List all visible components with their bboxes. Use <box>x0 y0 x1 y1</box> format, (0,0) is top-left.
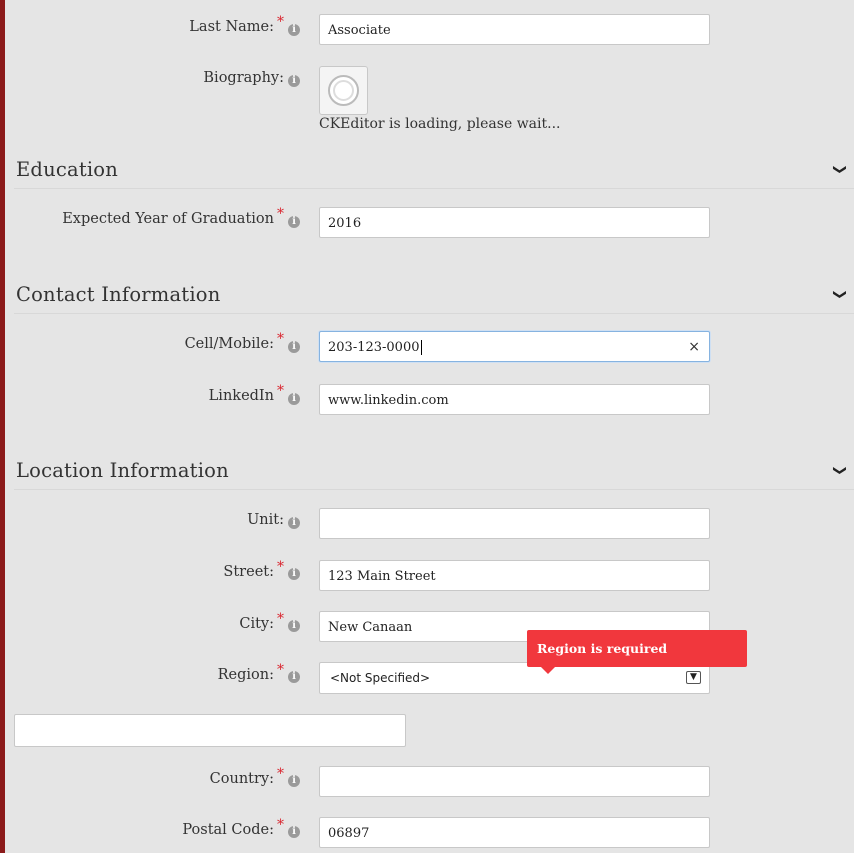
chevron-down-icon[interactable]: ❯ <box>831 164 847 175</box>
cell-input[interactable] <box>319 331 710 362</box>
country-input[interactable] <box>319 766 710 797</box>
info-icon[interactable]: i <box>288 775 300 787</box>
postal-code-label: Postal Code: * <box>182 817 284 838</box>
city-label: City: * <box>239 611 284 632</box>
cell-label: Cell/Mobile: * <box>184 331 284 352</box>
region-error-tooltip: Region is required <box>527 630 747 667</box>
info-icon[interactable]: i <box>288 620 300 632</box>
dropdown-arrow-icon[interactable]: ▼ <box>686 671 701 684</box>
info-icon[interactable]: i <box>288 341 300 353</box>
region-label: Region: * <box>217 662 284 683</box>
street-input[interactable]: 123 Main Street <box>319 560 710 591</box>
editor-loading-message: CKEditor is loading, please wait... <box>319 116 561 132</box>
section-divider <box>14 489 854 490</box>
section-divider <box>14 188 854 189</box>
chevron-down-icon[interactable]: ❯ <box>831 289 847 300</box>
clear-icon[interactable]: × <box>688 339 700 355</box>
info-icon[interactable]: i <box>288 671 300 683</box>
street-label: Street: * <box>223 559 284 580</box>
linkedin-label: LinkedIn * <box>208 383 284 404</box>
editor-loading-box <box>319 66 368 115</box>
section-title-education[interactable]: Education <box>16 158 118 181</box>
grad-year-input[interactable]: 2016 <box>319 207 710 238</box>
last-name-label: Last Name: * <box>189 14 284 35</box>
info-icon[interactable]: i <box>288 24 300 36</box>
required-marker: * <box>277 383 284 399</box>
linkedin-input[interactable]: www.linkedin.com <box>319 384 710 415</box>
info-icon[interactable]: i <box>288 216 300 228</box>
region-select-value: <Not Specified> <box>330 671 431 685</box>
loading-spinner-icon <box>328 75 359 106</box>
section-title-contact[interactable]: Contact Information <box>16 283 221 306</box>
section-title-location[interactable]: Location Information <box>16 459 229 482</box>
info-icon[interactable]: i <box>288 568 300 580</box>
info-icon[interactable]: i <box>288 826 300 838</box>
required-marker: * <box>277 331 284 347</box>
required-marker: * <box>277 611 284 627</box>
last-name-input[interactable]: Associate <box>319 14 710 45</box>
required-marker: * <box>277 559 284 575</box>
cell-value: 203-123-0000 <box>328 340 420 355</box>
region-other-input[interactable] <box>14 714 406 747</box>
biography-label: Biography: <box>203 70 284 86</box>
required-marker: * <box>277 14 284 30</box>
info-icon[interactable]: i <box>288 75 300 87</box>
chevron-down-icon[interactable]: ❯ <box>831 465 847 476</box>
unit-label: Unit: <box>247 512 284 528</box>
info-icon[interactable]: i <box>288 393 300 405</box>
required-marker: * <box>277 766 284 782</box>
left-accent-bar <box>0 0 5 853</box>
required-marker: * <box>277 817 284 833</box>
city-input[interactable]: New Canaan <box>319 611 710 642</box>
required-marker: * <box>277 662 284 678</box>
postal-code-input[interactable]: 06897 <box>319 817 710 848</box>
grad-year-label: Expected Year of Graduation * <box>62 206 284 227</box>
section-divider <box>14 313 854 314</box>
unit-input[interactable] <box>319 508 710 539</box>
required-marker: * <box>277 206 284 222</box>
text-cursor <box>421 340 422 355</box>
country-label: Country: * <box>209 766 284 787</box>
info-icon[interactable]: i <box>288 517 300 529</box>
